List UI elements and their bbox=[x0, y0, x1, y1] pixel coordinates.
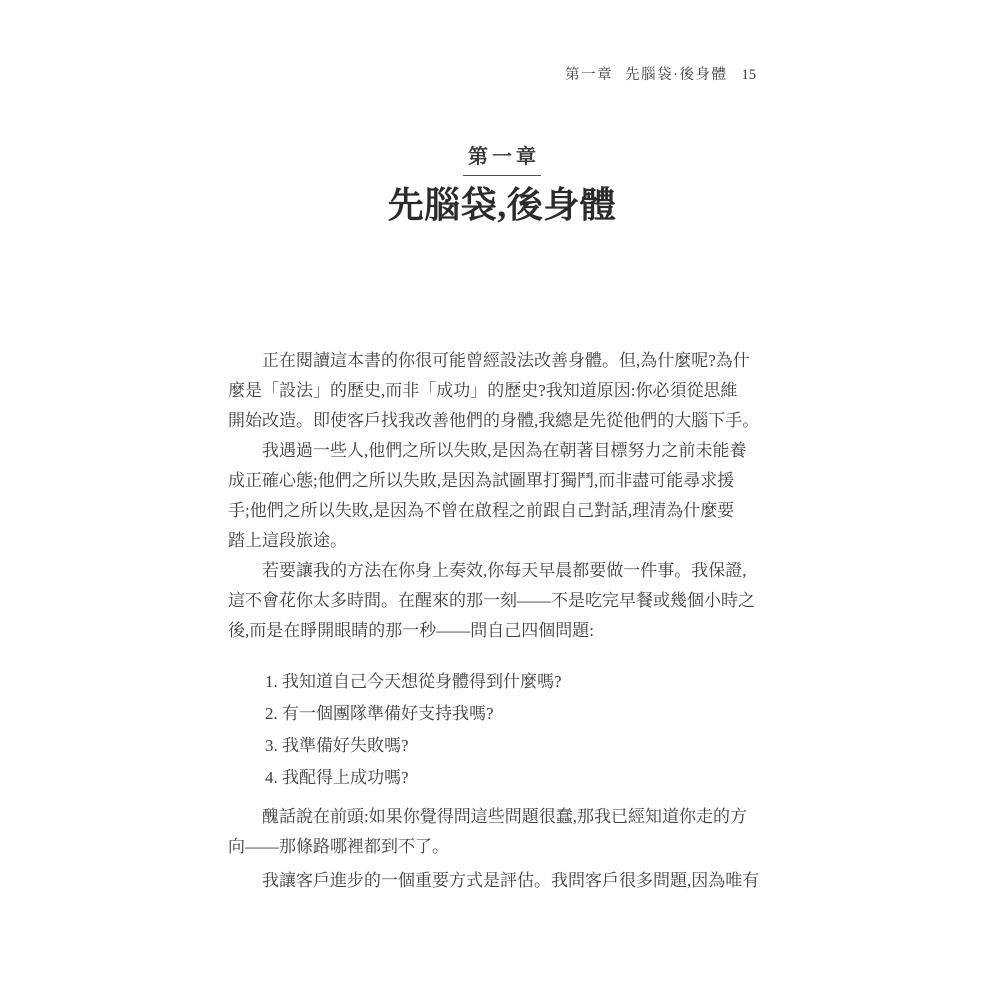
chapter-title: 先腦袋,後身體 bbox=[387, 185, 617, 225]
paragraph-line: 若要讓我的方法在你身上奏效,你每天早晨都要做一件事。我保證, bbox=[262, 561, 747, 580]
paragraph bbox=[228, 436, 776, 556]
running-header bbox=[565, 63, 756, 84]
body-text bbox=[228, 346, 776, 896]
paragraph bbox=[228, 556, 776, 646]
chapter-label-wrap bbox=[228, 140, 776, 176]
paragraph-line: 成正確心態;他們之所以失敗,是因為試圖單打獨鬥,而非盡可能尋求援 bbox=[228, 471, 735, 490]
running-header-chapter: 第一章 bbox=[565, 67, 614, 83]
paragraph bbox=[228, 866, 776, 896]
paragraph bbox=[228, 346, 776, 436]
question-item: 1. 我知道自己今天想從身體得到什麼嗎? bbox=[265, 672, 562, 691]
running-header-title: 先腦袋·後身體 bbox=[625, 67, 728, 83]
paragraph-line: 我遇過一些人,他們之所以失敗,是因為在朝著目標努力之前未能養 bbox=[262, 441, 747, 460]
paragraph bbox=[228, 802, 776, 862]
running-header-page-number: 15 bbox=[741, 67, 756, 83]
question-item: 2. 有一個團隊準備好支持我嗎? bbox=[265, 704, 494, 723]
paragraph-line: 手;他們之所以失敗,是因為不曾在啟程之前跟自己對話,理清為什麼要 bbox=[228, 501, 735, 520]
questions-list bbox=[265, 666, 776, 794]
chapter-label: 第一章 bbox=[463, 140, 541, 176]
question-item: 4. 我配得上成功嗎? bbox=[265, 768, 409, 787]
paragraph-line: 向——那條路哪裡都到不了。 bbox=[228, 837, 449, 856]
paragraph-line: 我讓客戶進步的一個重要方式是評估。我問客戶很多問題,因為唯有 bbox=[262, 871, 760, 890]
paragraph-line: 醜話說在前頭:如果你覺得問這些問題很蠢,那我已經知道你走的方 bbox=[262, 807, 747, 826]
paragraphs-after-list bbox=[228, 802, 776, 896]
question-item: 3. 我準備好失敗嗎? bbox=[265, 736, 409, 755]
paragraph-line: 踏上這段旅途。 bbox=[228, 531, 347, 550]
paragraph-line: 後,而是在睜開眼睛的那一秒——問自己四個問題: bbox=[228, 621, 594, 640]
paragraph-line: 正在閱讀這本書的你很可能曾經設法改善身體。但,為什麼呢?為什 bbox=[262, 351, 750, 370]
paragraph-line: 開始改造。即使客戶找我改善他們的身體,我總是先從他們的大腦下手。 bbox=[228, 411, 760, 430]
paragraphs-before-list bbox=[228, 346, 776, 646]
paragraph-line: 這不會花你太多時間。在醒來的那一刻——不是吃完早餐或幾個小時之 bbox=[228, 591, 755, 610]
paragraph-line: 麼是「設法」的歷史,而非「成功」的歷史?我知道原因:你必須從思維 bbox=[228, 381, 738, 400]
